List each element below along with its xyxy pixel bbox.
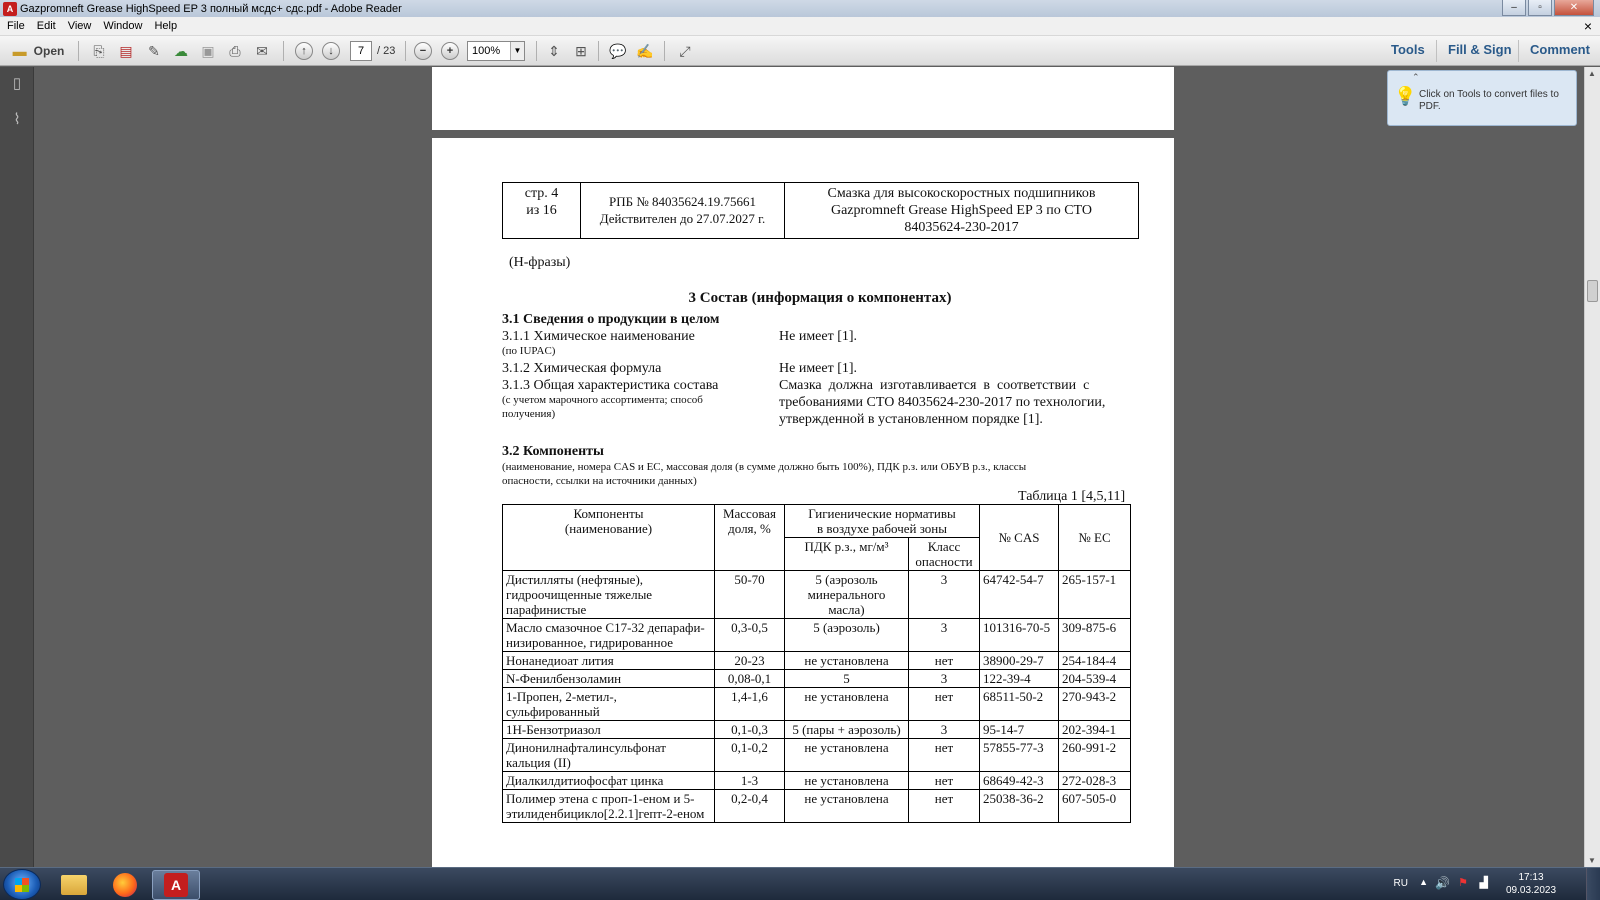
- lightbulb-icon: 💡: [1394, 86, 1417, 106]
- page-header-table: [502, 182, 1139, 239]
- page-total: / 23: [377, 45, 396, 57]
- cell-ec: 309-875-6: [1059, 619, 1131, 652]
- cell-hazard-class: нет: [909, 688, 980, 721]
- scroll-up-icon[interactable]: ▲: [1588, 69, 1596, 78]
- page-number-input[interactable]: 7: [350, 41, 372, 61]
- cell-hazard-class: нет: [909, 790, 980, 823]
- cell-hazard-class: нет: [909, 772, 980, 790]
- cell-cas: 64742-54-7: [980, 571, 1059, 619]
- cell-ec: 260-991-2: [1059, 739, 1131, 772]
- cell-cas: 25038-36-2: [980, 790, 1059, 823]
- zoom-out-button[interactable]: [414, 40, 432, 62]
- rpb-number: РПБ № 84035624.19.75661: [609, 194, 756, 209]
- fit-width-button[interactable]: [571, 40, 591, 62]
- previous-page: [432, 67, 1174, 130]
- cell-cas: 122-39-4: [980, 670, 1059, 688]
- cell-component-name: Динонилнафталинсульфонат кальция (II): [503, 739, 715, 772]
- taskbar-firefox[interactable]: [101, 870, 149, 900]
- rpb-valid-until: Действителен до 27.07.2027 г.: [599, 211, 766, 226]
- page-of: из 16: [526, 203, 557, 218]
- cell-hazard-class: нет: [909, 739, 980, 772]
- email-icon: ✉: [256, 42, 268, 59]
- print-button[interactable]: [225, 40, 245, 62]
- col-component-header: Компоненты (наименование): [503, 505, 715, 571]
- cell-cas: 68511-50-2: [980, 688, 1059, 721]
- menu-file[interactable]: File: [7, 20, 25, 32]
- firefox-icon: [113, 873, 137, 897]
- h-phrases: (Н-фразы): [509, 255, 571, 270]
- product-line-3: 84035624-230-2017: [904, 220, 1019, 235]
- cell-cas: 57855-77-3: [980, 739, 1059, 772]
- network-icon[interactable]: ▟: [1479, 877, 1488, 889]
- s312-label: 3.1.2 Химическая формула: [502, 361, 662, 376]
- cell-cas: 68649-42-3: [980, 772, 1059, 790]
- clock-time: 17:13: [1518, 872, 1544, 883]
- components-table: [502, 504, 1131, 823]
- cell-ec: 204-539-4: [1059, 670, 1131, 688]
- menu-bar: [0, 17, 1600, 36]
- table-row: [503, 772, 1131, 790]
- highlighter-icon: ✍: [636, 42, 654, 59]
- section-3-1-title: 3.1 Сведения о продукции в целом: [502, 312, 720, 327]
- fill-sign-tab[interactable]: Fill & Sign: [1448, 42, 1512, 57]
- s313-value-3: утвержденной в установленном порядке [1].: [779, 412, 1043, 427]
- cell-pdk: не установлена: [785, 652, 909, 670]
- cell-pdk: не установлена: [785, 739, 909, 772]
- s313-sub-2: получения): [502, 408, 556, 420]
- cell-hazard-class: 3: [909, 571, 980, 619]
- fit-page-icon: ⇕: [548, 42, 560, 59]
- expand-icon: ⤢: [679, 42, 691, 59]
- table-row: [503, 739, 1131, 772]
- arrow-down-icon: ↓: [322, 42, 340, 60]
- highlight-button[interactable]: [635, 40, 655, 62]
- upload-button[interactable]: [171, 40, 191, 62]
- cell-hazard-class: 3: [909, 670, 980, 688]
- save-icon: ▣: [201, 42, 215, 59]
- print-icon: ⎙: [229, 42, 241, 59]
- cell-ec: 272-028-3: [1059, 772, 1131, 790]
- folder-icon: [61, 875, 87, 895]
- s313-sub-1: (с учетом марочного ассортимента; способ: [502, 394, 703, 406]
- minus-icon: −: [414, 42, 432, 60]
- vertical-scrollbar[interactable]: [1584, 67, 1600, 867]
- cell-component-name: N-Фенилбензоламин: [503, 670, 715, 688]
- cell-mass: 1,4-1,6: [715, 688, 785, 721]
- adobe-reader-icon: A: [3, 2, 17, 16]
- cell-ec: 265-157-1: [1059, 571, 1131, 619]
- taskbar-adobe-reader[interactable]: [152, 870, 200, 900]
- open-button[interactable]: [6, 40, 68, 62]
- cell-mass: 0,08-0,1: [715, 670, 785, 688]
- cell-pdk: 5 (пары + аэрозоль): [785, 721, 909, 739]
- next-page-button[interactable]: [322, 40, 340, 62]
- chevron-down-icon: ▼: [510, 42, 524, 60]
- cell-mass: 20-23: [715, 652, 785, 670]
- cell-ec: 254-184-4: [1059, 652, 1131, 670]
- adobe-reader-icon: A: [164, 873, 188, 897]
- document-page: [432, 138, 1174, 867]
- open-label: Open: [33, 44, 65, 58]
- section-title: 3 Состав (информация о компонентах): [688, 290, 952, 306]
- cell-component-name: 1-Пропен, 2-метил-, сульфированный: [503, 688, 715, 721]
- menu-edit[interactable]: Edit: [36, 20, 56, 32]
- col-hazard-header: Класс опасности: [909, 538, 980, 571]
- s311-value: Не имеет [1].: [779, 329, 858, 344]
- menu-view[interactable]: View: [67, 20, 92, 32]
- cell-pdk: не установлена: [785, 772, 909, 790]
- cell-mass: 1-3: [715, 772, 785, 790]
- plus-icon: +: [441, 42, 459, 60]
- col-mass-header: Массовая доля, %: [715, 505, 785, 571]
- table-row: [503, 571, 1131, 619]
- scroll-down-icon[interactable]: ▼: [1588, 856, 1596, 865]
- cell-mass: 0,2-0,4: [715, 790, 785, 823]
- col-pdk-header: ПДК р.з., мг/м³: [785, 538, 909, 571]
- close-document-button[interactable]: ×: [1583, 18, 1592, 34]
- col-hygiene-header: Гигиенические нормативы в воздухе рабочей зоны: [785, 505, 980, 538]
- cell-component-name: Полимер этена с проп-1-еном и 5-этилиденбицикло[2.2.1]гепт-2-еном: [503, 790, 715, 823]
- maximize-button[interactable]: ▫: [1528, 0, 1552, 16]
- col-ec-header: № ЕС: [1059, 505, 1131, 571]
- toolbar: [0, 36, 1600, 66]
- close-window-button[interactable]: ✕: [1554, 0, 1594, 16]
- edit-icon: ✎: [148, 42, 160, 59]
- cell-hazard-class: нет: [909, 652, 980, 670]
- s311-sub: (по IUPAC): [502, 345, 556, 357]
- start-button[interactable]: [3, 869, 41, 900]
- attachments-icon[interactable]: ⌇: [13, 111, 21, 128]
- email-button[interactable]: [252, 40, 272, 62]
- cell-component-name: Диалкилдитиофосфат цинка: [503, 772, 715, 790]
- pdf-export-icon: ▤: [119, 42, 133, 59]
- cell-cas: 38900-29-7: [980, 652, 1059, 670]
- cell-component-name: Дистилляты (нефтяные), гидроочищенные тяжелые парафинистые: [503, 571, 715, 619]
- hint-text: Click on Tools to convert files to PDF.: [1419, 89, 1559, 112]
- tray-expand-icon[interactable]: ▲: [1419, 877, 1428, 887]
- cell-mass: 50-70: [715, 571, 785, 619]
- folder-icon: ▬: [12, 43, 27, 59]
- cell-mass: 0,1-0,3: [715, 721, 785, 739]
- table-row: [503, 619, 1131, 652]
- s312-value: Не имеет [1].: [779, 361, 858, 376]
- fit-width-icon: ⊞: [575, 42, 587, 59]
- cell-pdk: 5 (аэрозоль): [785, 619, 909, 652]
- product-line-1: Смазка для высокоскоростных подшипников: [827, 186, 1096, 201]
- cell-mass: 0,3-0,5: [715, 619, 785, 652]
- navigation-pane: [0, 67, 34, 867]
- comment-bubble-icon: 💬: [609, 42, 627, 59]
- tools-tab[interactable]: Tools: [1391, 42, 1425, 57]
- cloud-upload-icon: ☁: [174, 42, 188, 59]
- cell-mass: 0,1-0,2: [715, 739, 785, 772]
- cell-ec: 607-505-0: [1059, 790, 1131, 823]
- show-desktop-button[interactable]: [1586, 868, 1600, 900]
- section-3-2-title: 3.2 Компоненты: [502, 444, 604, 459]
- cell-component-name: 1Н-Бензотриазол: [503, 721, 715, 739]
- clock-date: 09.03.2023: [1506, 885, 1557, 896]
- table-row: [503, 688, 1131, 721]
- page-thumbnails-icon[interactable]: ▯: [12, 75, 22, 92]
- minimize-button[interactable]: –: [1502, 0, 1526, 16]
- zoom-select[interactable]: [467, 41, 525, 61]
- tools-hint-popup: [1387, 70, 1577, 126]
- fit-page-button[interactable]: [544, 40, 564, 62]
- table-row: [503, 790, 1131, 823]
- table-row: [503, 670, 1131, 688]
- volume-icon[interactable]: 🔊: [1435, 876, 1450, 890]
- zoom-value: 100%: [472, 45, 501, 57]
- cell-pdk: 5 (аэрозоль минерального масла): [785, 571, 909, 619]
- zoom-in-button[interactable]: [441, 40, 459, 62]
- export-pdf-button[interactable]: [116, 40, 136, 62]
- action-center-icon[interactable]: ⚑: [1458, 877, 1468, 889]
- cell-component-name: Масло смазочное С17-32 депарафи-низированное, гидрированное: [503, 619, 715, 652]
- menu-window[interactable]: Window: [103, 20, 143, 32]
- s313-label: 3.1.3 Общая характеристика состава: [502, 378, 719, 393]
- s313-value-2: требованиями СТО 84035624-230-2017 по технологии,: [779, 395, 1106, 410]
- table-row: [503, 721, 1131, 739]
- clock[interactable]: [1506, 871, 1556, 897]
- s313-value-1: Смазка должна изготавливается в соответствии с: [779, 378, 1090, 393]
- table-caption: Таблица 1 [4,5,11]: [1018, 489, 1126, 504]
- cell-pdk: 5: [785, 670, 909, 688]
- cell-hazard-class: 3: [909, 619, 980, 652]
- save-button[interactable]: [198, 40, 218, 62]
- cell-component-name: Нонанедиоат лития: [503, 652, 715, 670]
- product-line-2: Gazpromneft Grease HighSpeed EP 3 по СТО: [830, 203, 1093, 218]
- comment-tab[interactable]: Comment: [1530, 42, 1590, 57]
- arrow-up-icon: ↑: [295, 42, 313, 60]
- edit-button[interactable]: [144, 40, 164, 62]
- page-label: стр. 4: [524, 186, 559, 201]
- previous-page-button[interactable]: [295, 40, 313, 62]
- cell-pdk: не установлена: [785, 688, 909, 721]
- scroll-thumb[interactable]: [1587, 280, 1598, 302]
- cell-ec: 270-943-2: [1059, 688, 1131, 721]
- cell-cas: 95-14-7: [980, 721, 1059, 739]
- taskbar-explorer[interactable]: [50, 870, 98, 900]
- fullscreen-button[interactable]: [675, 40, 695, 62]
- create-pdf-button[interactable]: [89, 40, 109, 62]
- s311-label: 3.1.1 Химическое наименование: [502, 329, 695, 344]
- cell-ec: 202-394-1: [1059, 721, 1131, 739]
- s32-sub-2: опасности, ссылки на источники данных): [502, 475, 697, 487]
- cell-pdk: не установлена: [785, 790, 909, 823]
- taskbar: [0, 867, 1600, 900]
- sticky-note-button[interactable]: [608, 40, 628, 62]
- cell-cas: 101316-70-5: [980, 619, 1059, 652]
- col-cas-header: № CAS: [980, 505, 1059, 571]
- cell-hazard-class: 3: [909, 721, 980, 739]
- language-indicator[interactable]: RU: [1393, 878, 1408, 889]
- document-viewport[interactable]: [34, 67, 1584, 867]
- create-pdf-icon: ⎘: [93, 42, 105, 59]
- caret-up-icon: ⌃: [1412, 72, 1420, 82]
- window-title: Gazpromneft Grease HighSpeed EP 3 полный мсдс+ сдс.pdf - Adobe Reader: [20, 2, 402, 15]
- title-bar: [0, 0, 1600, 17]
- menu-help[interactable]: Help: [154, 20, 178, 32]
- s32-sub-1: (наименование, номера CAS и ЕС, массовая доля (в сумме должно быть 100%), ПДК р.з. или ОБУВ р.з., классы: [502, 461, 1027, 473]
- table-row: [503, 652, 1131, 670]
